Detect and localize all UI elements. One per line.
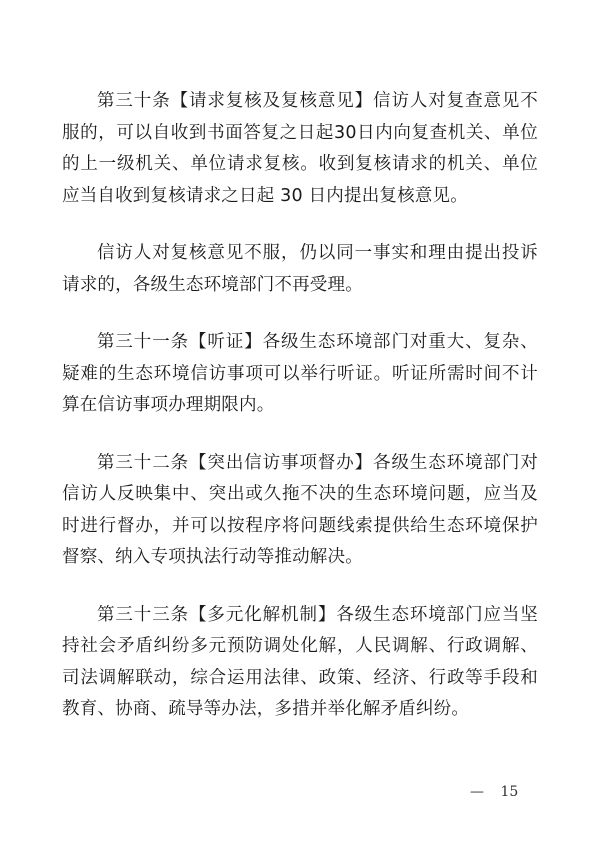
page-number: 15 — [500, 784, 519, 800]
article-30-supplement-paragraph: 信访人对复核意见不服，仍以同一事实和理由提出投诉请求的，各级生态环境部门不再受理。 — [62, 243, 538, 295]
article-33-paragraph: 第三十三条【多元化解机制】各级生态环境部门应当坚持社会矛盾纠纷多元预防调处化解，人民调解、行政调解、司法调解联动，综合运用法律、政策、经济、行政等手段和教育、协商、疏导等办法，多措并举化解矛盾纠纷。 — [62, 604, 538, 719]
footer-dash: — — [470, 784, 484, 800]
article-30-paragraph: 第三十条【请求复核及复核意见】信访人对复查意见不服的，可以自收到书面答复之日起30日内向复查机关、单位的上一级机关、单位请求复核。收到复核请求的机关、单位应当自收到复核请求之日起 30 日内提出复核意见。 — [62, 91, 538, 206]
article-31-paragraph: 第三十一条【听证】各级生态环境部门对重大、复杂、疑难的生态环境信访事项可以举行听证。听证所需时间不计算在信访事项办理期限内。 — [62, 332, 538, 415]
document-body — [62, 86, 538, 752]
article-32-paragraph: 第三十二条【突出信访事项督办】各级生态环境部门对信访人反映集中、突出或久拖不决的生态环境问题，应当及时进行督办，并可以按程序将问题线索提供给生态环境保护督察、纳入专项执法行动等推动解决。 — [62, 452, 538, 567]
page-footer — [470, 784, 518, 800]
